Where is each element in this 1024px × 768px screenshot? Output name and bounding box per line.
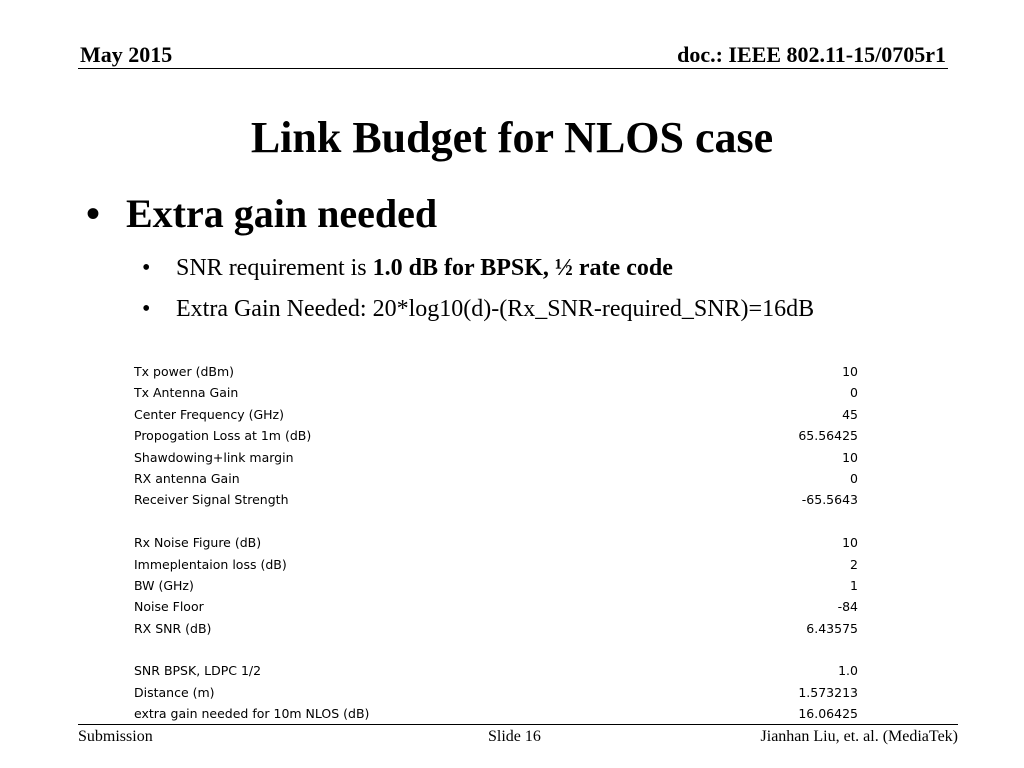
row-value: -65.5643 (801, 492, 858, 508)
row-value: 10 (842, 449, 858, 465)
row-label: Distance (m) (134, 684, 215, 700)
footer-submission: Submission (78, 728, 153, 745)
row-value: 2 (850, 556, 858, 572)
bullet-extra-gain (86, 190, 437, 238)
bullet-dot: • (86, 191, 101, 236)
row-label: SNR BPSK, LDPC 1/2 (134, 663, 262, 679)
table-row (134, 447, 858, 468)
budget-group-signal (134, 361, 858, 511)
row-label: Rx Noise Figure (dB) (134, 535, 262, 551)
row-label: Immeplentaion loss (dB) (134, 556, 287, 572)
slide-title: Link Budget for NLOS case (250, 113, 774, 162)
table-spacer (134, 639, 858, 660)
link-budget-table (134, 361, 858, 725)
row-value: 45 (842, 406, 858, 422)
table-row (134, 489, 858, 510)
row-label: Tx Antenna Gain (134, 385, 239, 401)
row-label: Shawdowing+link margin (134, 449, 294, 465)
row-value: 0 (850, 470, 858, 486)
row-label: Propogation Loss at 1m (dB) (134, 428, 312, 444)
row-label: RX SNR (dB) (134, 620, 212, 636)
table-row (134, 532, 858, 553)
table-row (134, 660, 858, 681)
row-label: extra gain needed for 10m NLOS (dB) (134, 706, 370, 722)
row-value: 10 (842, 364, 858, 379)
bullet-snr-prefix: SNR requirement is (176, 255, 373, 281)
bullet-dot: • (142, 255, 151, 281)
footer-divider (78, 724, 958, 725)
row-label: BW (GHz) (134, 577, 194, 593)
bullet-extra-gain-formula (142, 294, 814, 324)
bullet-formula-text: Extra Gain Needed: 20*log10(d)-(Rx_SNR-required_SNR)=16dB (176, 296, 815, 322)
footer-slide-number: Slide 16 (488, 728, 541, 745)
table-row (134, 596, 858, 617)
table-row (134, 575, 858, 596)
bullet-snr-bold: 1.0 dB for BPSK, ½ rate code (372, 255, 673, 281)
row-value: 1.573213 (798, 684, 858, 700)
row-label: Center Frequency (GHz) (134, 406, 284, 422)
row-value: 6.43575 (806, 620, 858, 636)
row-value: 0 (850, 385, 858, 401)
budget-group-result (134, 660, 858, 724)
table-row (134, 554, 858, 575)
header-date: May 2015 (80, 42, 173, 67)
table-row (134, 618, 858, 639)
table-row (134, 703, 858, 724)
table-row (134, 404, 858, 425)
row-value: 1 (850, 577, 858, 593)
header-doc-id: doc.: IEEE 802.11-15/0705r1 (677, 42, 946, 67)
bullet-heading: Extra gain needed (126, 191, 438, 236)
bullet-snr-requirement (142, 253, 673, 283)
table-row (134, 382, 858, 403)
row-label: Tx power (dBm) (134, 364, 235, 379)
table-spacer (134, 511, 858, 532)
row-label: RX antenna Gain (134, 470, 240, 486)
table-row (134, 468, 858, 489)
header-divider (78, 68, 948, 69)
row-label: Noise Floor (134, 599, 204, 615)
table-row (134, 425, 858, 446)
bullet-dot: • (142, 296, 151, 322)
budget-group-noise (134, 532, 858, 639)
row-value: 10 (842, 535, 858, 551)
table-row (134, 361, 858, 382)
table-row (134, 682, 858, 703)
footer-author: Jianhan Liu, et. al. (MediaTek) (760, 728, 958, 745)
row-label: Receiver Signal Strength (134, 492, 289, 508)
row-value: -84 (837, 599, 858, 615)
row-value: 16.06425 (798, 706, 858, 722)
row-value: 65.56425 (798, 428, 858, 444)
row-value: 1.0 (838, 663, 858, 679)
